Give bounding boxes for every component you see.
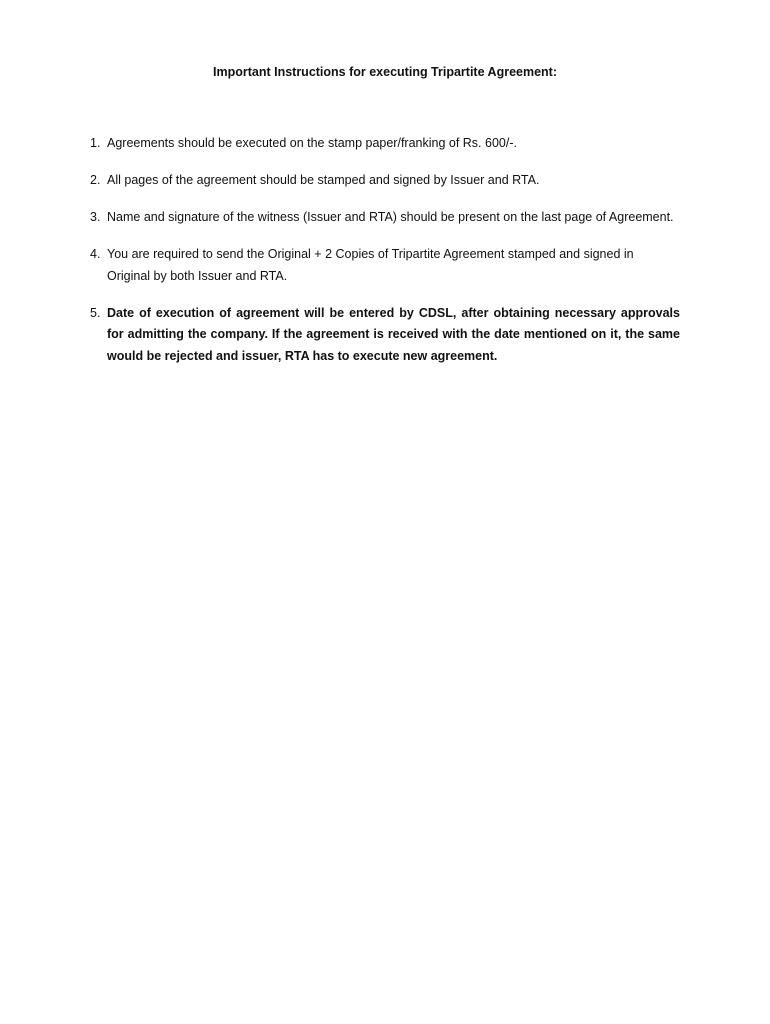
instruction-text: You are required to send the Original + 2 Copies of Tripartite Agreement stamped and signed in Original by both Issuer and RTA.	[107, 247, 634, 283]
instruction-item-1	[90, 133, 680, 155]
instruction-item-2	[90, 170, 680, 192]
instruction-text: Agreements should be executed on the stamp paper/franking of Rs. 600/-.	[107, 136, 517, 150]
instruction-text: Date of execution of agreement will be entered by CDSL, after obtaining necessary approvals for admitting the company. If the agreement is received with the date mentioned on it, the same would be rejected and issuer, RTA has to execute new agreement.	[107, 305, 680, 363]
instruction-item-4	[90, 244, 680, 287]
instruction-text: Name and signature of the witness (Issuer and RTA) should be present on the last page of Agreement.	[107, 210, 674, 224]
instruction-item-3	[90, 207, 680, 229]
instruction-text: All pages of the agreement should be stamped and signed by Issuer and RTA.	[107, 173, 540, 187]
instruction-number: 5.	[90, 305, 101, 320]
instruction-number: 1.	[90, 136, 101, 150]
document-title: Important Instructions for executing Tripartite Agreement:	[212, 65, 558, 79]
instruction-list	[90, 133, 680, 383]
instruction-number: 4.	[90, 247, 101, 261]
instruction-number: 3.	[90, 210, 101, 224]
instruction-item-5	[90, 303, 680, 368]
instruction-number: 2.	[90, 173, 101, 187]
